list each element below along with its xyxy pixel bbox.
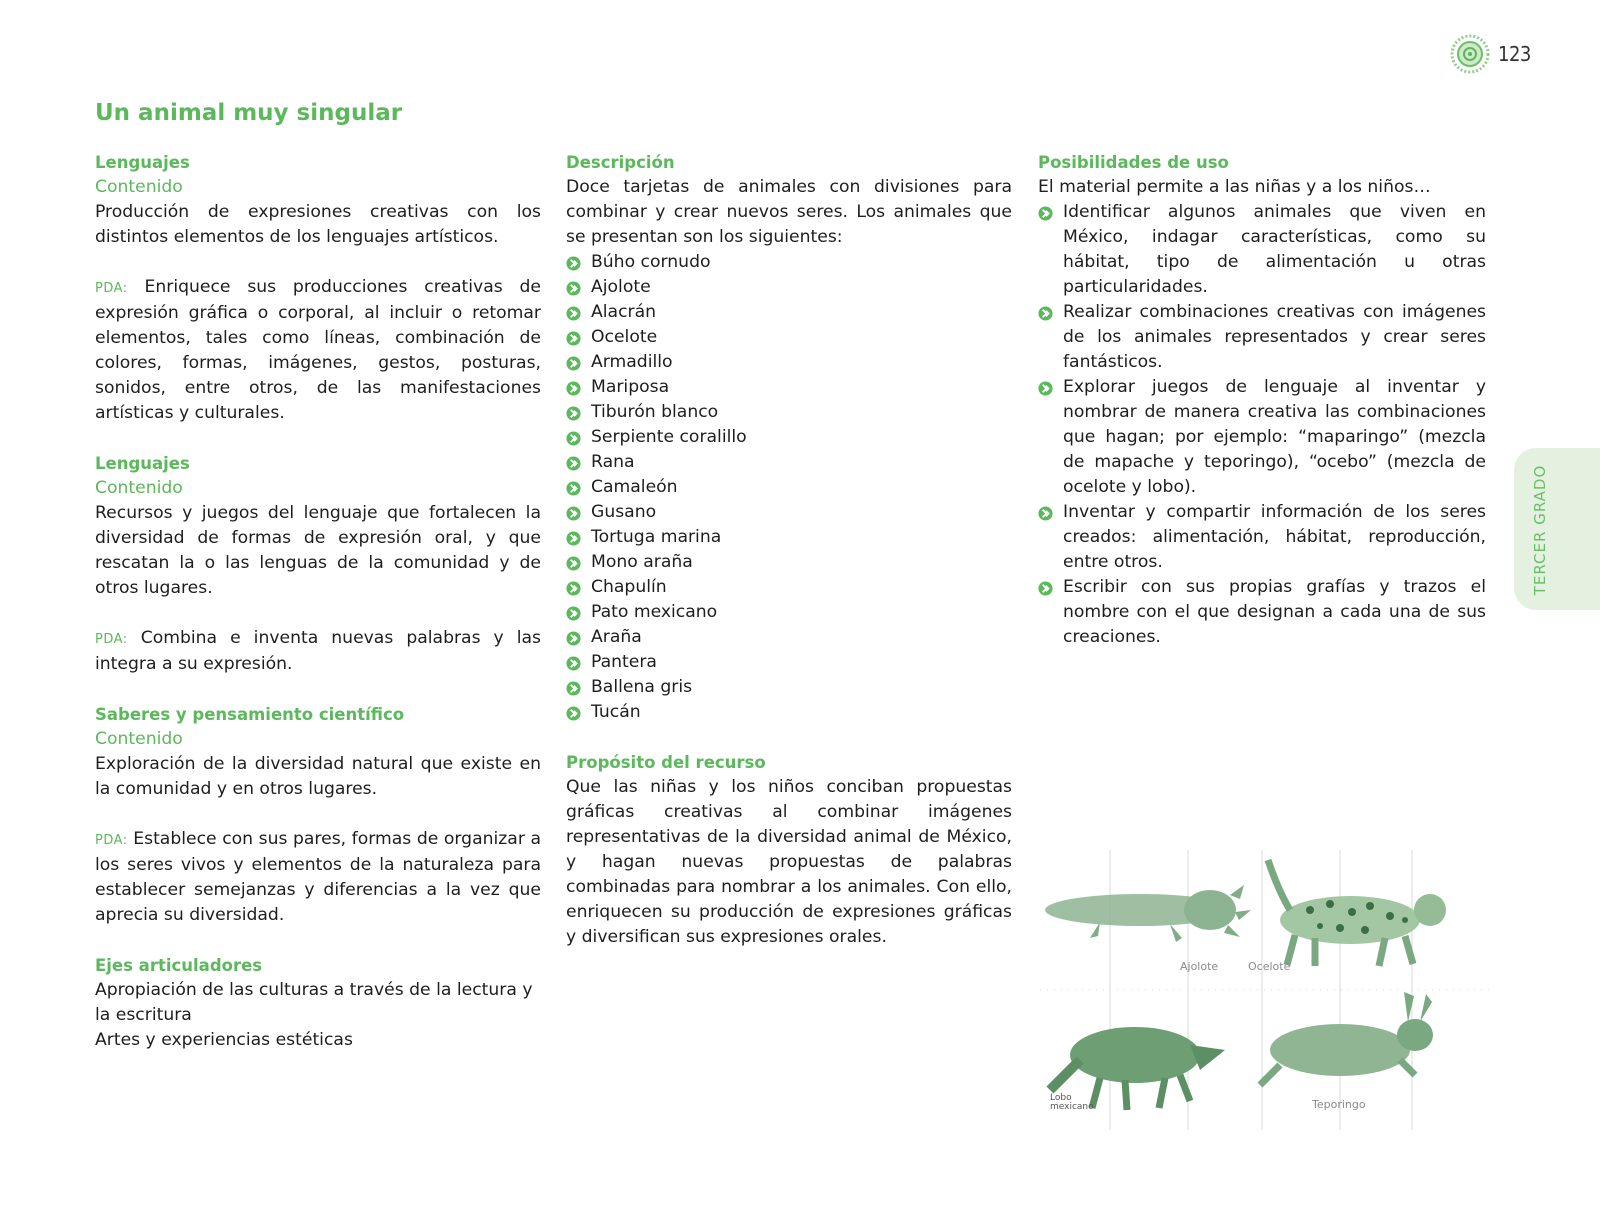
chevron-bullet-icon xyxy=(566,556,581,571)
animal-name: Armadillo xyxy=(591,352,673,372)
list-item xyxy=(566,575,1012,600)
animal-name: Pato mexicano xyxy=(591,602,718,622)
section-heading: Lenguajes xyxy=(95,153,190,172)
list-item xyxy=(566,350,1012,375)
section-subheading: Contenido xyxy=(95,478,183,498)
ocelot-drawing xyxy=(1268,860,1446,966)
animal-name: Araña xyxy=(591,627,642,647)
page-number-area xyxy=(1450,34,1531,74)
chevron-bullet-icon xyxy=(566,456,581,471)
list-item xyxy=(566,600,1012,625)
ejes-line: Artes y experiencias estéticas xyxy=(95,1030,353,1050)
list-item xyxy=(566,425,1012,450)
list-item xyxy=(1038,500,1486,575)
chevron-bullet-icon xyxy=(566,331,581,346)
pda-paragraph xyxy=(95,827,541,928)
chevron-bullet-icon xyxy=(1038,306,1053,321)
chevron-bullet-icon xyxy=(566,306,581,321)
list-item xyxy=(1038,200,1486,300)
chevron-bullet-icon xyxy=(566,706,581,721)
animal-name: Ballena gris xyxy=(591,677,693,697)
left-column xyxy=(95,150,541,1053)
axolotl-drawing xyxy=(1045,885,1251,942)
label-ajolote: Ajolote xyxy=(1180,960,1219,973)
wolf-drawing xyxy=(1050,1027,1225,1110)
list-item xyxy=(566,275,1012,300)
chevron-bullet-icon xyxy=(566,256,581,271)
section-heading: Saberes y pensamiento científico xyxy=(95,705,405,724)
use-text: Inventar y compartir información de los seres creados: alimentación, hábitat, reproducción, entre otros. xyxy=(1063,502,1486,572)
chevron-bullet-icon xyxy=(566,681,581,696)
animal-name: Chapulín xyxy=(591,577,667,597)
chevron-bullet-icon xyxy=(1038,581,1053,596)
animal-name: Ajolote xyxy=(591,277,651,297)
chevron-bullet-icon xyxy=(566,406,581,421)
chevron-bullet-icon xyxy=(1038,206,1053,221)
chevron-bullet-icon xyxy=(566,631,581,646)
use-text: Escribir con sus propias grafías y trazos el nombre con el que designan a cada una de sus creaciones. xyxy=(1063,577,1486,647)
animal-name: Camaleón xyxy=(591,477,678,497)
pda-paragraph xyxy=(95,275,541,426)
animal-name: Alacrán xyxy=(591,302,657,322)
list-item xyxy=(1038,375,1486,500)
use-text: Realizar combinaciones creativas con imágenes de los animales representados y crear seres fantásticos. xyxy=(1063,302,1486,372)
label-lobo-1: Lobo xyxy=(1050,1093,1072,1103)
animal-name: Gusano xyxy=(591,502,657,522)
chevron-bullet-icon xyxy=(566,481,581,496)
chevron-bullet-icon xyxy=(566,656,581,671)
list-item xyxy=(1038,300,1486,375)
use-text: Identificar algunos animales que viven en México, indagar características, como su hábitat, tipo de alimentación u otras particularidades. xyxy=(1063,202,1486,297)
chevron-bullet-icon xyxy=(566,356,581,371)
pda-tag: PDA: xyxy=(95,833,128,848)
chevron-bullet-icon xyxy=(566,506,581,521)
animal-cards-svg xyxy=(1040,850,1490,1140)
pda-text: Combina e inventa nuevas palabras y las integra a su expresión. xyxy=(95,628,541,674)
list-item xyxy=(566,300,1012,325)
animal-list xyxy=(566,250,1012,725)
label-teporingo: Teporingo xyxy=(1312,1098,1366,1111)
label-lobo-2: mexicano xyxy=(1050,1102,1094,1112)
list-item xyxy=(1038,575,1486,650)
pda-paragraph xyxy=(95,626,541,677)
section-subheading: Contenido xyxy=(95,729,183,749)
pda-tag: PDA: xyxy=(95,281,128,296)
chevron-bullet-icon xyxy=(566,606,581,621)
chevron-bullet-icon xyxy=(566,431,581,446)
section-heading: Ejes articuladores xyxy=(95,956,263,975)
list-item xyxy=(566,450,1012,475)
animal-name: Tortuga marina xyxy=(591,527,722,547)
list-item xyxy=(566,650,1012,675)
pda-text: Establece con sus pares, formas de organizar a los seres vivos y elementos de la naturaleza para establecer semejanzas y diferencias a la vez que aprecia su diversidad. xyxy=(95,829,541,925)
animal-name: Tucán xyxy=(591,702,641,722)
ejes-line: Apropiación de las culturas a través de la lectura y la escritura xyxy=(95,980,533,1025)
chevron-bullet-icon xyxy=(566,531,581,546)
middle-column xyxy=(566,150,1012,950)
chevron-bullet-icon xyxy=(1038,506,1053,521)
chevron-bullet-icon xyxy=(566,281,581,296)
right-column xyxy=(1038,150,1486,650)
content-text: Exploración de la diversidad natural que existe en la comunidad y en otros lugares. xyxy=(95,754,541,799)
animal-name: Tiburón blanco xyxy=(591,402,719,422)
list-item xyxy=(566,550,1012,575)
label-ocelote: Ocelote xyxy=(1248,960,1291,973)
animal-name: Rana xyxy=(591,452,635,472)
use-text: Explorar juegos de lenguaje al inventar y nombrar de manera creativa las combinaciones que hagan; por ejemplo: “maparingo” (mezcla de mapache y teporingo), “ocebo” (mezcla de ocelote y lobo). xyxy=(1063,377,1486,497)
rabbit-drawing xyxy=(1260,992,1433,1085)
list-item xyxy=(566,325,1012,350)
uses-list xyxy=(1038,200,1486,650)
animal-name: Mariposa xyxy=(591,377,670,397)
list-item xyxy=(566,400,1012,425)
section-heading: Lenguajes xyxy=(95,454,190,473)
section-heading: Posibilidades de uso xyxy=(1038,153,1229,172)
animal-cards-illustration xyxy=(1040,850,1490,1140)
list-item xyxy=(566,625,1012,650)
side-tab-label: TERCER GRADO xyxy=(1531,464,1549,596)
content-text: Recursos y juegos del lenguaje que fortalecen la diversidad de formas de expresión oral, y que rescatan la o las lenguas de la comunidad y de otros lugares. xyxy=(95,503,541,598)
page-title: Un animal muy singular xyxy=(95,100,403,126)
purpose-text: Que las niñas y los niños conciban propuestas gráficas creativas al combinar imágenes representativas de la diversidad animal de México, y hagan nuevas propuestas de palabras combinadas para nombrar a los animales. Con ello, enriquecen su producción de expresiones gráficas y diversifican sus expresiones orales. xyxy=(566,777,1012,947)
chevron-bullet-icon xyxy=(566,381,581,396)
list-item xyxy=(566,675,1012,700)
pda-text: Enriquece sus producciones creativas de expresión gráfica o corporal, al incluir o retomar elementos, tales como líneas, combinación de colores, formas, imágenes, gestos, posturas, sonidos, entre otros, de las manifestaciones artísticas y culturales. xyxy=(95,277,541,423)
section-subheading: Contenido xyxy=(95,177,183,197)
uses-intro: El material permite a las niñas y a los niños… xyxy=(1038,177,1431,197)
pda-tag: PDA: xyxy=(95,632,128,647)
page-number: 123 xyxy=(1498,42,1531,66)
animal-name: Búho cornudo xyxy=(591,252,711,272)
description-text: Doce tarjetas de animales con divisiones para combinar y crear nuevos seres. Los animales que se presentan son los siguientes: xyxy=(566,177,1012,247)
list-item xyxy=(566,525,1012,550)
section-heading: Descripción xyxy=(566,153,675,172)
content-text: Producción de expresiones creativas con los distintos elementos de los lenguajes artísticos. xyxy=(95,202,541,247)
animal-name: Pantera xyxy=(591,652,657,672)
animal-name: Ocelote xyxy=(591,327,658,347)
section-heading: Propósito del recurso xyxy=(566,753,766,772)
chevron-bullet-icon xyxy=(566,581,581,596)
chevron-bullet-icon xyxy=(1038,381,1053,396)
list-item xyxy=(566,250,1012,275)
list-item xyxy=(566,475,1012,500)
animal-name: Mono araña xyxy=(591,552,693,572)
list-item xyxy=(566,700,1012,725)
list-item xyxy=(566,375,1012,400)
list-item xyxy=(566,500,1012,525)
side-tab xyxy=(1514,448,1600,610)
animal-name: Serpiente coralillo xyxy=(591,427,747,447)
sun-ornament-icon xyxy=(1450,34,1490,74)
